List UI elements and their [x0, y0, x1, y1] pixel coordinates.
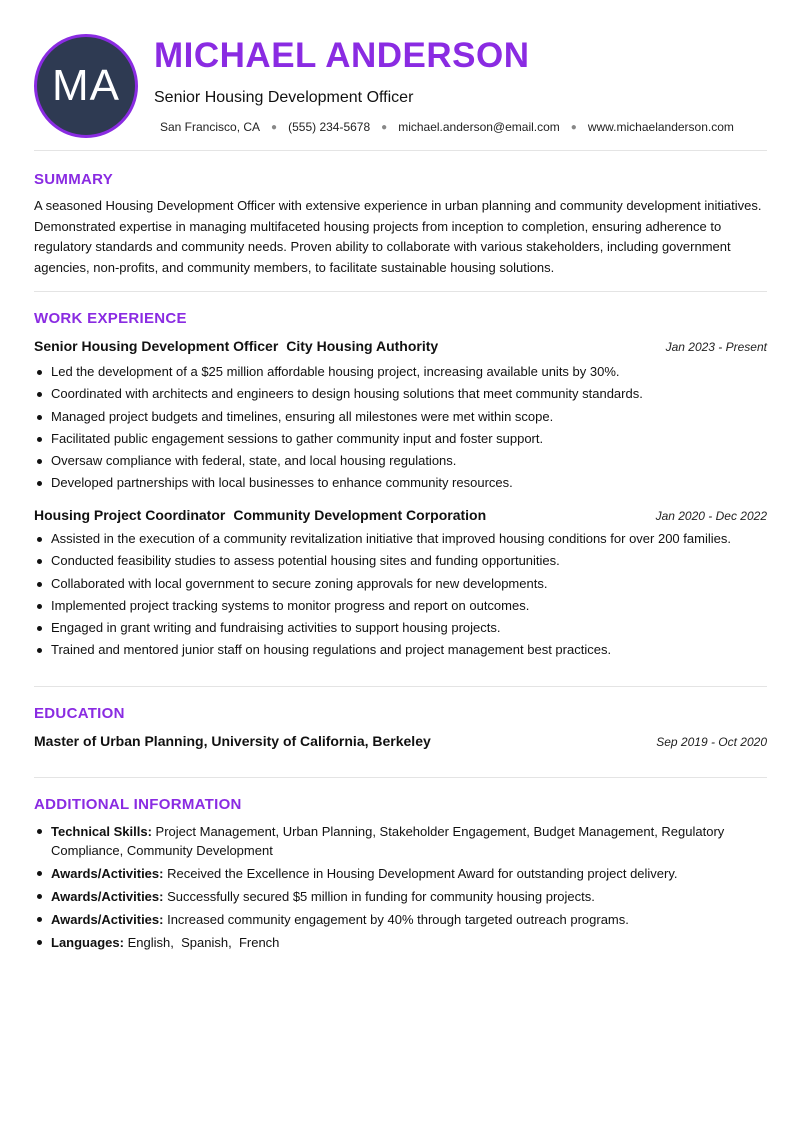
list-item: Assisted in the execution of a community revitalization initiative that improved housing conditions for over 200 families.	[34, 528, 769, 550]
job-bullets	[34, 361, 769, 495]
contact-phone: (555) 234-5678	[288, 120, 371, 134]
language: Spanish ,	[181, 935, 235, 950]
language: English ,	[128, 935, 178, 950]
item-label: Awards/Activities:	[51, 912, 164, 927]
list-item: Managed project budgets and timelines, ensuring all milestones were met within scope.	[34, 406, 769, 428]
item-text: Project Management, Urban Planning, Stakeholder Engagement, Budget Management, Regulatory Compliance, Community Development	[51, 824, 725, 858]
list-item	[34, 933, 769, 952]
list-item	[34, 864, 769, 883]
item-text: Increased community engagement by 40% through targeted outreach programs.	[167, 912, 629, 927]
item-text: Successfully secured $5 million in funding for community housing projects.	[167, 889, 595, 904]
job-title	[34, 338, 438, 354]
education-dates: Sep 2019 - Oct 2020	[656, 735, 767, 749]
item-label: Technical Skills:	[51, 824, 152, 839]
list-item	[34, 910, 769, 929]
education-row	[34, 733, 767, 749]
education-heading: EDUCATION	[34, 705, 125, 722]
list-item	[34, 887, 769, 906]
job-dates: Jan 2023 - Present	[665, 340, 767, 354]
job-company: Community Development Corporation	[233, 507, 487, 523]
divider	[34, 150, 767, 151]
avatar	[34, 34, 138, 138]
divider	[34, 686, 767, 687]
candidate-role: Senior Housing Development Officer	[154, 89, 414, 106]
summary-heading: SUMMARY	[34, 171, 114, 188]
experience-heading: WORK EXPERIENCE	[34, 310, 187, 327]
list-item: Engaged in grant writing and fundraising activities to support housing projects.	[34, 617, 769, 639]
job-header	[34, 507, 767, 523]
education-degree: Master of Urban Planning, University of California, Berkeley	[34, 733, 431, 749]
item-text: Received the Excellence in Housing Development Award for outstanding project delivery.	[167, 866, 678, 881]
divider	[34, 777, 767, 778]
languages-label: Languages:	[51, 935, 124, 950]
list-item: Facilitated public engagement sessions to gather community input and foster support.	[34, 428, 769, 450]
separator-dot-icon: ●	[381, 121, 388, 133]
list-item: Led the development of a $25 million affordable housing project, increasing available units by 30%.	[34, 361, 769, 383]
list-item	[34, 822, 769, 860]
separator-dot-icon: ●	[271, 121, 278, 133]
separator-dot-icon: ●	[570, 121, 577, 133]
job-company: City Housing Authority	[286, 338, 439, 354]
list-item: Implemented project tracking systems to monitor progress and report on outcomes.	[34, 595, 769, 617]
contact-email[interactable]: michael.anderson@email.com	[398, 120, 560, 134]
list-item: Trained and mentored junior staff on housing regulations and project management best practices.	[34, 639, 769, 661]
job-position: Senior Housing Development Officer	[34, 338, 279, 354]
contact-line	[160, 120, 734, 134]
summary-text: A seasoned Housing Development Officer with extensive experience in urban planning and community development initiatives. Demonstrated expertise in managing multifaceted housing projects from inception to completion, ensuring adherence to regulatory standards and community needs. Proven ability to collaborate with various stakeholders, including government agencies, non-profits, and community members, to facilitate sustainable housing solutions.	[34, 198, 762, 275]
list-item: Collaborated with local government to secure zoning approvals for new developments.	[34, 573, 769, 595]
job-title	[34, 507, 486, 523]
list-item: Oversaw compliance with federal, state, and local housing regulations.	[34, 450, 769, 472]
item-label: Awards/Activities:	[51, 889, 164, 904]
contact-website[interactable]: www.michaelanderson.com	[587, 120, 734, 134]
job-header	[34, 338, 767, 354]
candidate-name: MICHAEL ANDERSON	[154, 36, 530, 75]
language: French	[238, 935, 280, 950]
languages-list	[128, 935, 280, 950]
avatar-initials: MA	[52, 61, 120, 110]
additional-heading: ADDITIONAL INFORMATION	[34, 796, 242, 813]
item-label: Awards/Activities:	[51, 866, 164, 881]
list-item: Coordinated with architects and engineers to design housing solutions that meet community standards.	[34, 383, 769, 405]
additional-list	[34, 822, 769, 956]
job-bullets	[34, 528, 769, 662]
list-item: Conducted feasibility studies to assess potential housing sites and funding opportunities.	[34, 550, 769, 572]
list-item: Developed partnerships with local businesses to enhance community resources.	[34, 472, 769, 494]
job-position: Housing Project Coordinator	[34, 507, 226, 523]
job-dates: Jan 2020 - Dec 2022	[655, 509, 767, 523]
divider	[34, 291, 767, 292]
contact-location: San Francisco, CA	[160, 120, 261, 134]
